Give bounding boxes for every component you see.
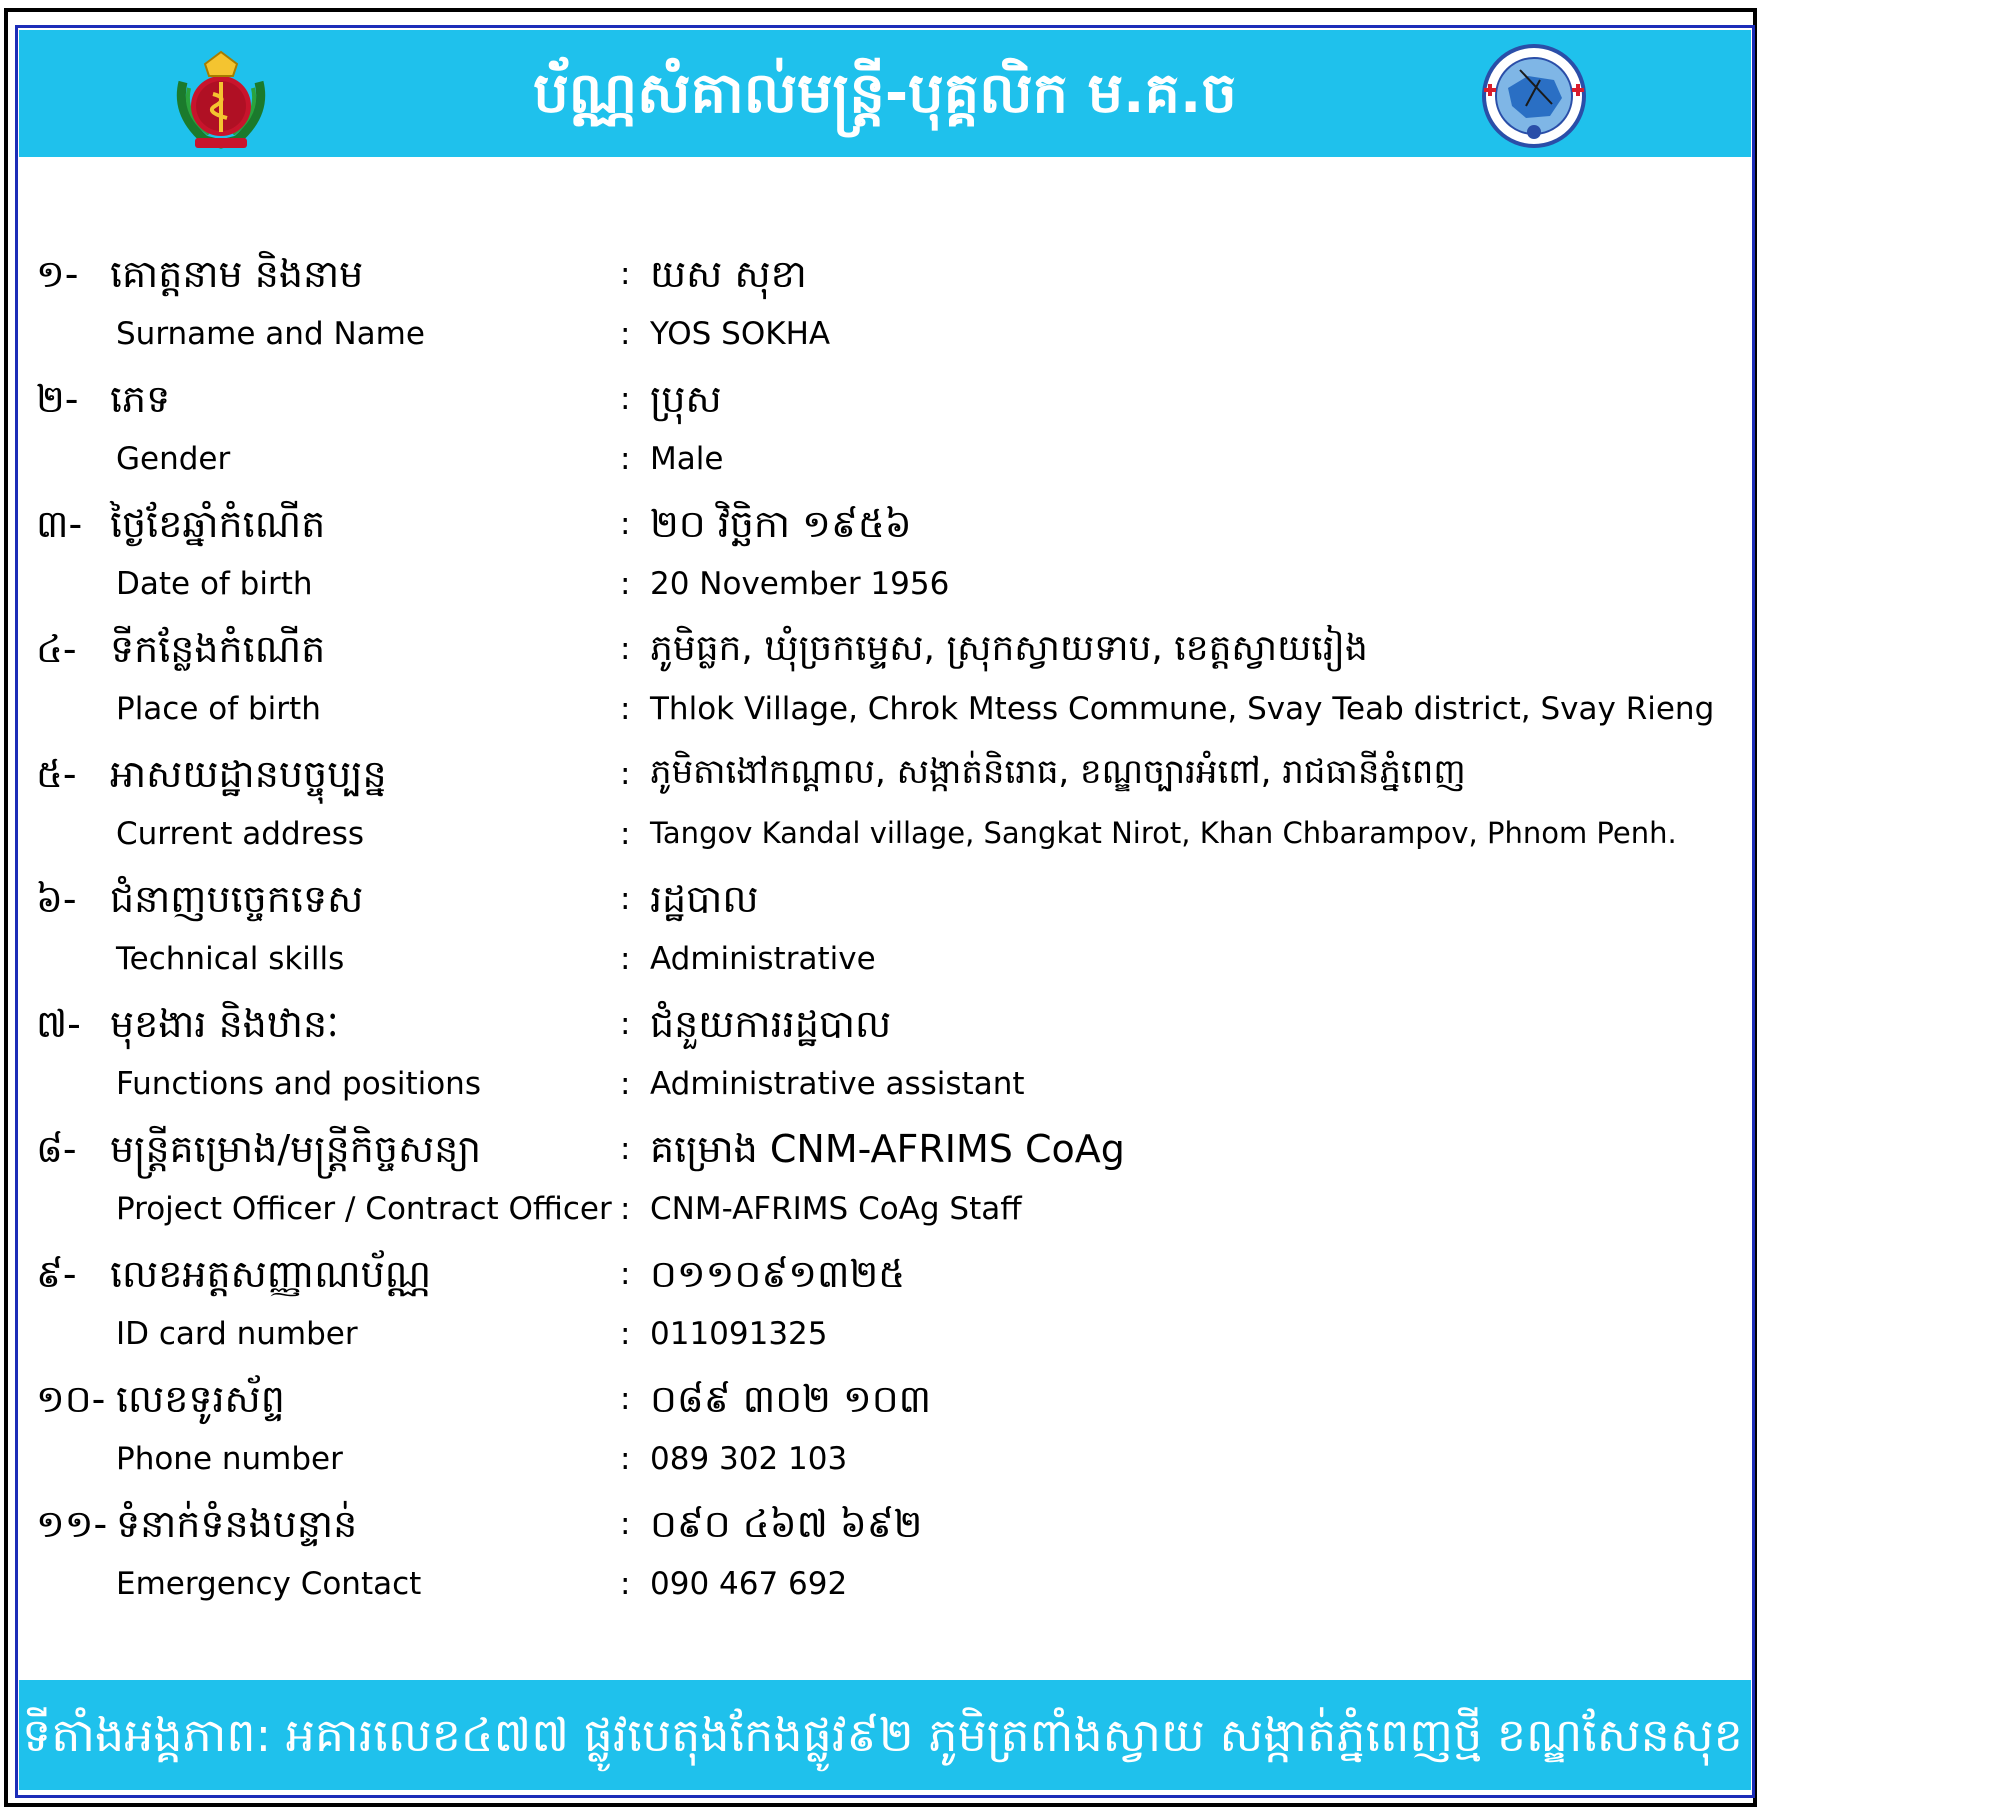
field-label-km: គោត្តនាម និងនាម [110,252,364,296]
field-label-en: Surname and Name [116,316,425,352]
field-value-km: ២០ វិច្ឆិកា ១៩៥៦ [650,502,912,546]
field-label-km: ភេទ [110,377,171,421]
colon: : [620,1566,631,1602]
field-label-en: Phone number [116,1441,343,1477]
colon: : [620,1381,631,1417]
field-value-km: ០១១០៩១៣២៥ [650,1252,906,1296]
field-value-en: Male [650,441,724,477]
colon: : [620,1316,631,1352]
field-value-en: Administrative assistant [650,1066,1025,1102]
field-number: ១០- [36,1377,106,1421]
field-label-km: លេខទូរស័ព្ទ [116,1377,285,1421]
field-number: ១១- [36,1502,108,1546]
cnm-emblem-icon [1480,40,1588,152]
field-label-en: Project Officer / Contract Officer [116,1191,612,1227]
field-value-km: ជំនួយការរដ្ឋបាល [650,1002,892,1046]
field-label-en: ID card number [116,1316,358,1352]
colon: : [620,756,631,792]
colon: : [620,1506,631,1542]
colon: : [620,691,631,727]
field-label-km: ទីកន្លែងកំណើត [110,627,326,671]
field-label-en: Technical skills [116,941,345,977]
colon: : [620,256,631,292]
colon: : [620,1006,631,1042]
card-title: ប័ណ្ណសំគាល់មន្ត្រី-បុគ្គលិក ម.គ.ច [533,61,1237,126]
colon: : [620,1191,631,1227]
colon: : [620,1066,631,1102]
field-value-en: Tangov Kandal village, Sangkat Nirot, Khan Chbarampov, Phnom Penh. [650,816,1677,850]
field-number: ៥- [36,752,77,796]
field-number: ៤- [36,627,77,671]
field-value-en: 089 302 103 [650,1441,848,1477]
colon: : [620,881,631,917]
field-value-km: ០៩០ ៤៦៧ ៦៩២ [650,1502,923,1546]
colon: : [620,441,631,477]
field-label-en: Date of birth [116,566,313,602]
field-value-en: Thlok Village, Chrok Mtess Commune, Svay Teab district, Svay Rieng [650,691,1715,727]
field-label-km: ទំនាក់ទំនងបន្ទាន់ [116,1502,358,1546]
field-label-en: Place of birth [116,691,321,727]
colon: : [620,631,631,667]
field-label-km: មុខងារ និងឋានៈ [110,1002,339,1046]
field-value-km: រដ្ឋបាល [650,877,759,921]
field-label-km: មន្ត្រីគម្រោង/មន្ត្រីកិច្ចសន្យា [110,1127,482,1171]
field-number: ៦- [36,877,77,921]
field-value-en: 090 467 692 [650,1566,848,1602]
colon: : [620,816,631,852]
colon: : [620,381,631,417]
field-value-en: 011091325 [650,1316,828,1352]
ministry-emblem-icon [165,44,277,152]
field-value-km: យស សុខា [650,252,807,296]
field-number: ២- [36,377,79,421]
office-address: ទីតាំងអង្គភាព: អគារលេខ៤៧៧ ផ្លូវបេតុងកែងផ្លូវ៩២ ភូមិត្រពាំងស្វាយ សង្កាត់ភ្នំពេញថ្មី ខណ្ឌសែនសុខ រាជធានីភ្នំពេញ [22,1708,2006,1762]
colon: : [620,566,631,602]
field-label-en: Emergency Contact [116,1566,422,1602]
field-value-en: CNM-AFRIMS CoAg Staff [650,1191,1022,1227]
field-label-km: អាសយដ្ឋានបច្ចុប្បន្ន [110,752,387,796]
field-value-en: 20 November 1956 [650,566,950,602]
colon: : [620,506,631,542]
field-number: ៣- [36,502,83,546]
colon: : [620,1131,631,1167]
field-label-en: Functions and positions [116,1066,481,1102]
field-number: ៩- [36,1252,77,1296]
field-value-km: ភូមិធ្លក, ឃុំច្រកម្ទេស, ស្រុកស្វាយទាប, ខេត្តស្វាយរៀង [650,628,1368,669]
field-label-km: ជំនាញបច្ចេកទេស [110,877,364,921]
colon: : [620,316,631,352]
colon: : [620,941,631,977]
field-label-km: ថ្ងៃខែឆ្នាំកំណើត [110,502,326,546]
colon: : [620,1441,631,1477]
field-label-en: Gender [116,441,231,477]
field-number: ១- [36,252,79,296]
field-value-km: ភូមិតាងៅកណ្តាល, សង្កាត់និរោធ, ខណ្ឌច្បារអំពៅ, រាជធានីភ្នំពេញ [650,752,1466,792]
field-value-en: YOS SOKHA [650,316,831,352]
field-label-km: លេខអត្តសញ្ញាណប័ណ្ណ [110,1252,432,1296]
field-value-km: គម្រោង CNM-AFRIMS CoAg [650,1127,1125,1171]
field-value-km: ០៨៩ ៣០២ ១០៣ [650,1377,932,1421]
field-value-km: ប្រុស [650,377,722,421]
colon: : [620,1256,631,1292]
field-number: ៨- [36,1127,77,1171]
field-number: ៧- [36,1002,81,1046]
field-value-en: Administrative [650,941,876,977]
field-label-en: Current address [116,816,365,852]
